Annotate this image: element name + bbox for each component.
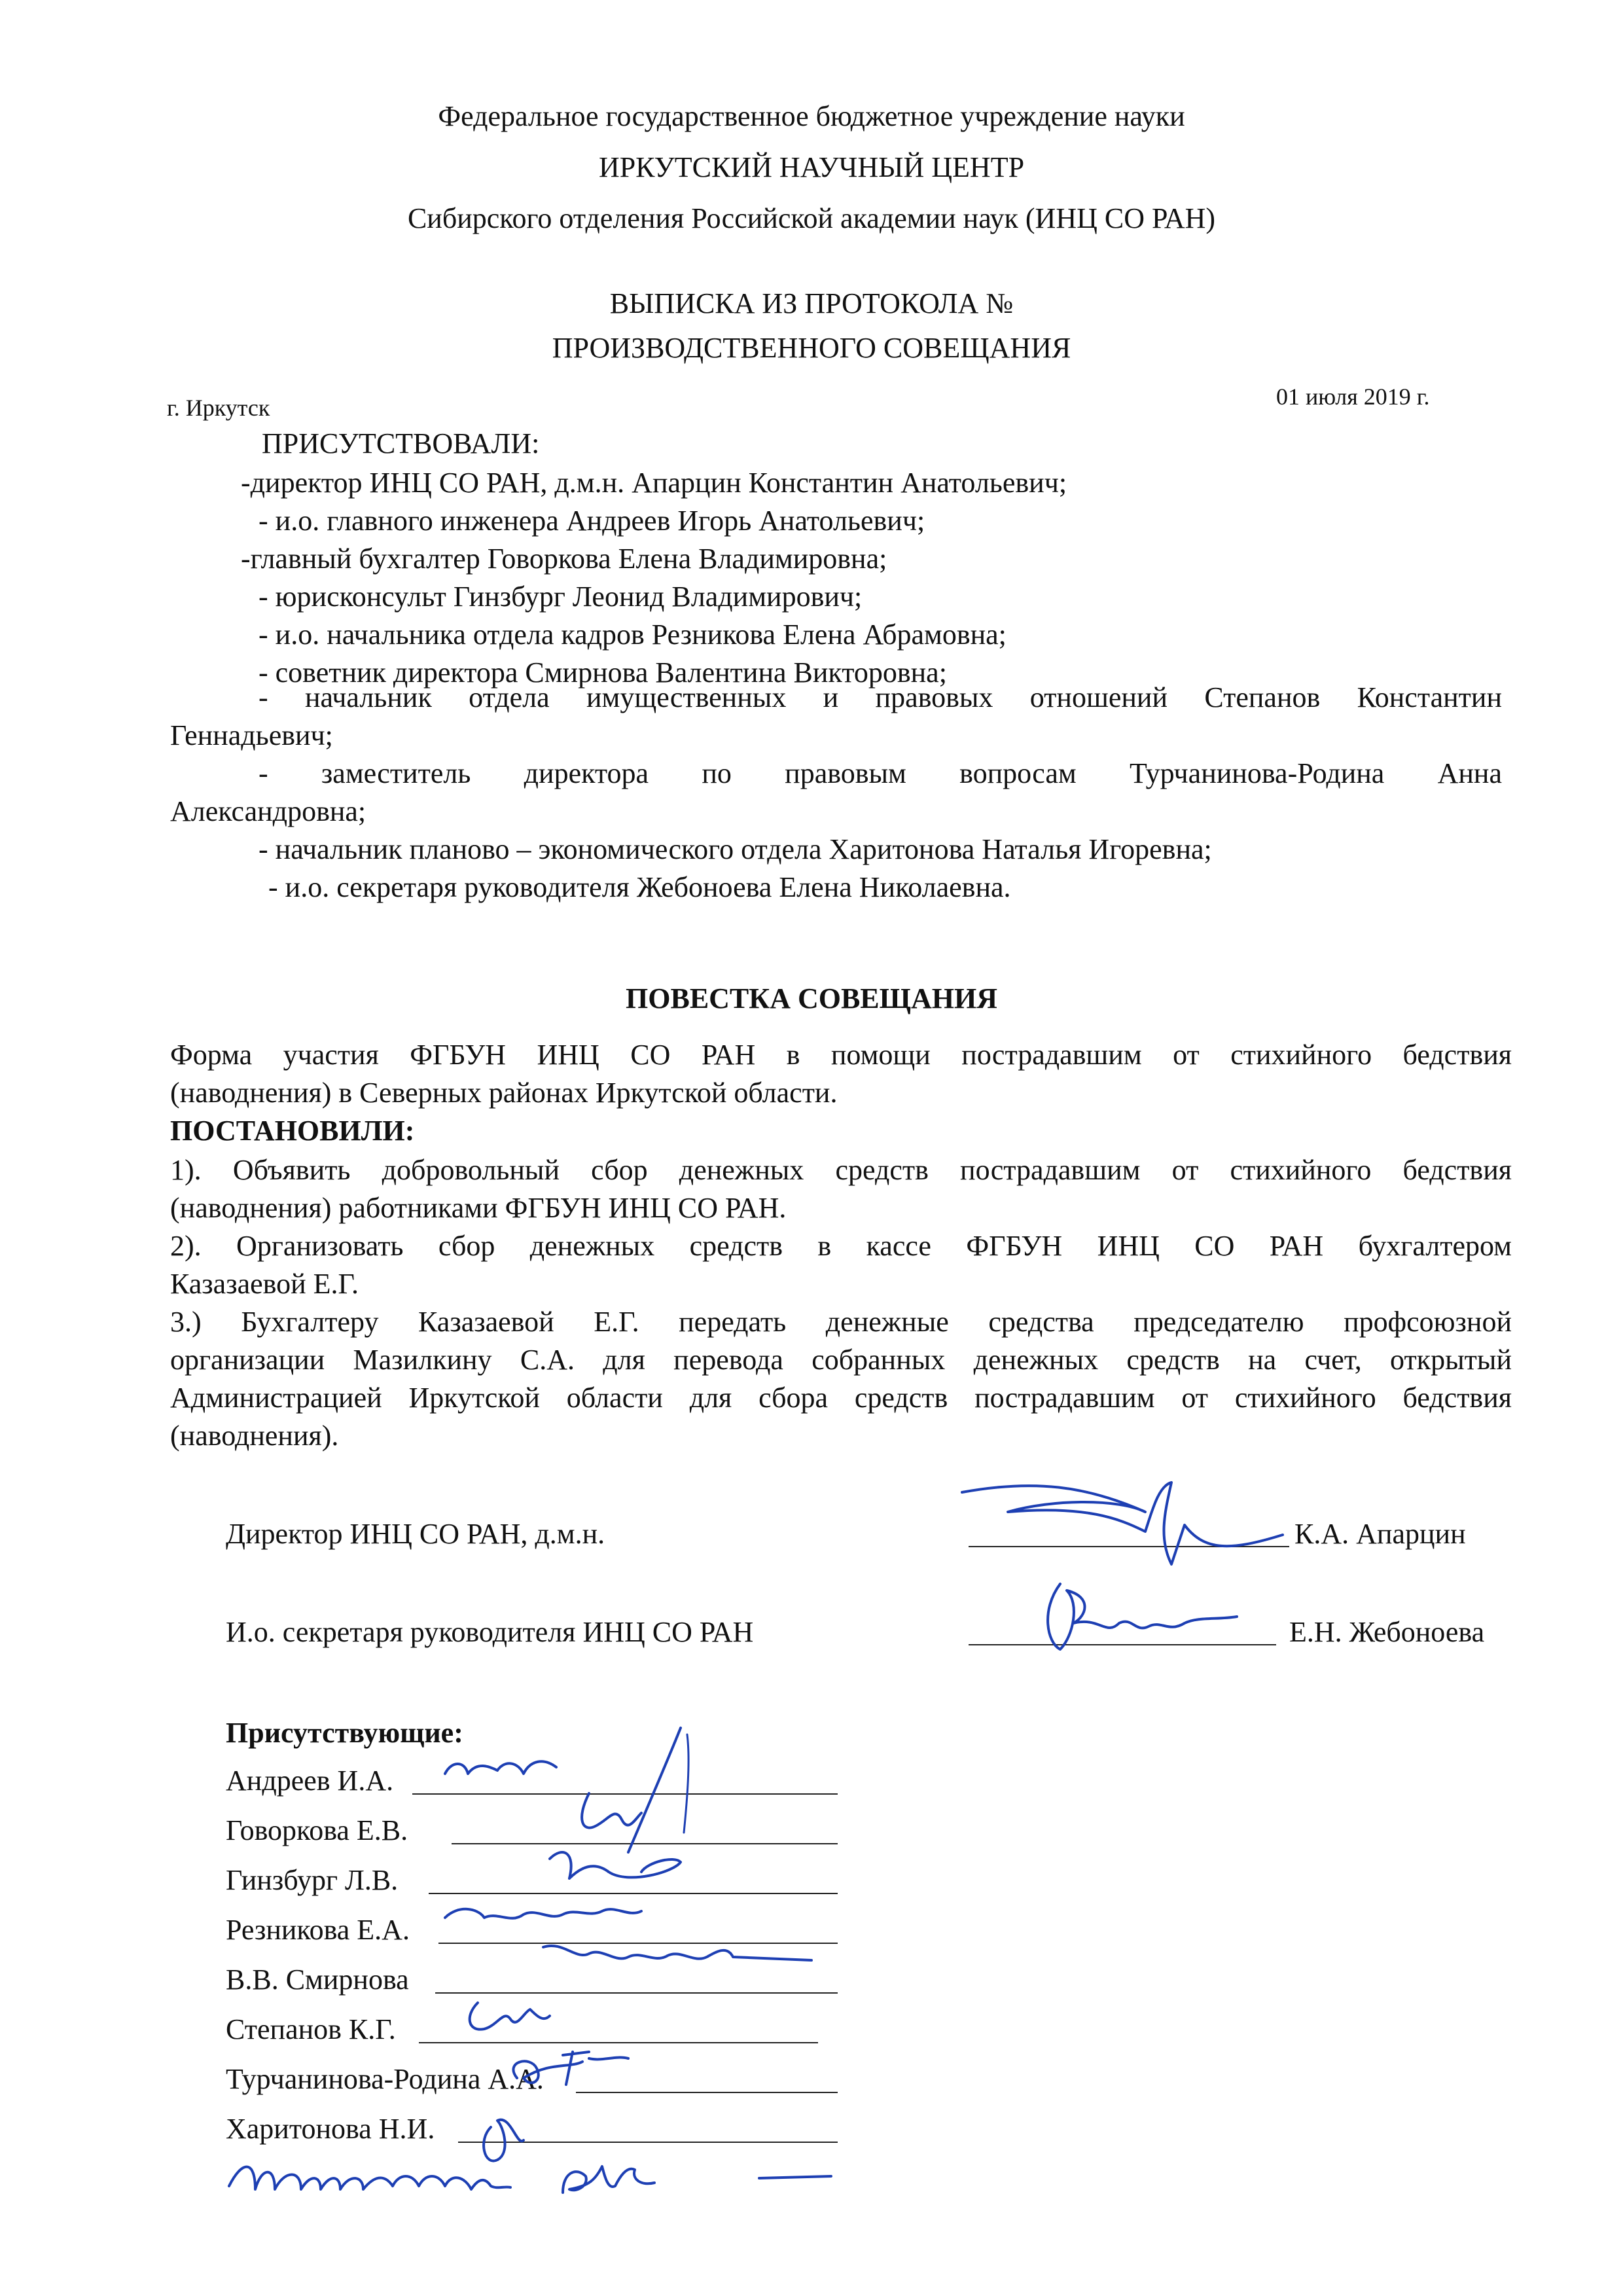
resolution-line: 3.) Бухгалтеру Казазаевой Е.Г. передать денежные средства председателю профсоюзной [170, 1306, 1512, 1338]
attendee-line: - начальник планово – экономического отдела Харитонова Наталья Игоревна; [259, 833, 1212, 865]
agenda-text: Форма участия ФГБУН ИНЦ СО РАН в помощи пострадавшим от стихийного бедствия [170, 1039, 1512, 1071]
resolution-line: Администрацией Иркутской области для сбора средств пострадавшим от стихийного бедствия [170, 1382, 1512, 1414]
present-name: В.В. Смирнова [226, 1964, 409, 1996]
city: г. Иркутск [167, 395, 270, 421]
present-name: Турчанинова-Родина А.А. [226, 2063, 544, 2095]
secretary-name: Е.Н. Жебоноева [1289, 1616, 1485, 1648]
org-line-2: ИРКУТСКИЙ НАУЧНЫЙ ЦЕНТР [598, 151, 1025, 183]
secretary-title: И.о. секретаря руководителя ИНЦ СО РАН [226, 1616, 754, 1648]
attendee-line: Александровна; [170, 795, 366, 827]
agenda-text: (наводнения) в Северных районах Иркутской области. [170, 1077, 838, 1109]
resolution-line: организации Мазилкину С.А. для перевода собранных денежных средств на счет, открытый [170, 1344, 1512, 1376]
present-name: Резникова Е.А. [226, 1914, 410, 1946]
attendee-line: -директор ИНЦ СО РАН, д.м.н. Апарцин Константин Анатольевич; [241, 467, 1067, 499]
director-name: К.А. Апарцин [1294, 1518, 1466, 1550]
resolution-line: (наводнения) работниками ФГБУН ИНЦ СО РАН. [170, 1192, 787, 1224]
present-name: Степанов К.Г. [226, 2013, 396, 2045]
resolution-line: Казазаевой Е.Г. [170, 1268, 359, 1300]
resolution-line: 2). Организовать сбор денежных средств в кассе ФГБУН ИНЦ СО РАН бухгалтером [170, 1230, 1512, 1262]
resolution-line: (наводнения). [170, 1420, 339, 1452]
director-signature [955, 1473, 1296, 1584]
attendee-line: - начальник отдела имущественных и правовых отношений Степанов Константин [259, 681, 1502, 713]
secretary-signature [1021, 1571, 1257, 1662]
attendee-line: - советник директора Смирнова Валентина Викторовна; [259, 656, 947, 689]
attendee-line: Геннадьевич; [170, 719, 333, 751]
present-name: Говоркова Е.В. [226, 1814, 408, 1846]
org-line-1: Федеральное государственное бюджетное учреждение науки [438, 100, 1185, 132]
attendee-line: -главный бухгалтер Говоркова Елена Владимировна; [241, 543, 887, 575]
attendee-line: - и.о. главного инженера Андреев Игорь Анатольевич; [259, 505, 925, 537]
director-title: Директор ИНЦ СО РАН, д.м.н. [226, 1518, 605, 1550]
resolution-line: 1). Объявить добровольный сбор денежных средств пострадавшим от стихийного бедствия [170, 1154, 1512, 1186]
resolution-heading: ПОСТАНОВИЛИ: [170, 1115, 415, 1147]
org-line-3: Сибирского отделения Российской академии наук (ИНЦ СО РАН) [407, 202, 1216, 234]
attendee-line: - юрисконсульт Гинзбург Леонид Владимирович; [259, 581, 863, 613]
doc-title-line-1: ВЫПИСКА ИЗ ПРОТОКОЛА № [609, 287, 1014, 319]
attendees-heading: ПРИСУТСТВОВАЛИ: [262, 427, 540, 459]
mazilkin-handwritten-signature [223, 2140, 877, 2212]
present-name: Андреев И.А. [226, 1765, 394, 1797]
attendee-line: - и.о. секретаря руководителя Жебоноева Елена Николаевна. [268, 871, 1011, 903]
doc-title-line-2: ПРОИЗВОДСТВЕННОГО СОВЕЩАНИЯ [552, 332, 1071, 364]
attendee-line: - заместитель директора по правовым вопросам Турчанинова-Родина Анна [259, 757, 1502, 789]
date: 01 июля 2019 г. [1276, 384, 1430, 410]
present-name: Харитонова Н.И. [226, 2113, 435, 2145]
agenda-heading: ПОВЕСТКА СОВЕЩАНИЯ [626, 982, 997, 1014]
present-name: Гинзбург Л.В. [226, 1864, 399, 1896]
present-signatures [432, 1721, 798, 2179]
present-heading: Присутствующие: [226, 1717, 463, 1749]
attendee-line: - и.о. начальника отдела кадров Резникова Елена Абрамовна; [259, 619, 1007, 651]
